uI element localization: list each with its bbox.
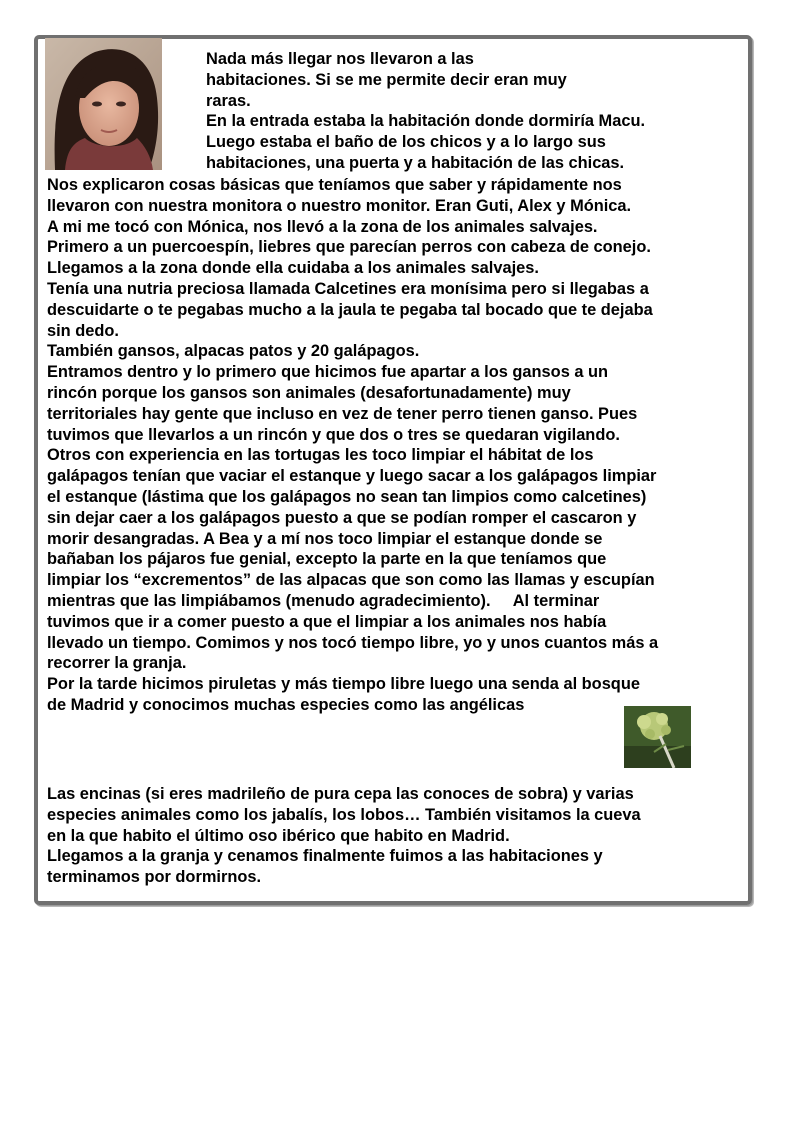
text-line: en la que habito el último oso ibérico que habito en Madrid. [47, 826, 510, 845]
text-line: Luego estaba el baño de los chicos y a lo largo sus [206, 133, 606, 152]
text-line: Por la tarde hicimos piruletas y más tiempo libre luego una senda al bosque [47, 675, 640, 694]
text-line: Primero a un puercoespín, liebres que parecían perros con cabeza de conejo. [47, 238, 651, 257]
text-line: Llegamos a la zona donde ella cuidaba a los animales salvajes. [47, 259, 539, 278]
text-line: terminamos por dormirnos. [47, 868, 262, 887]
text-line: Nada más llegar nos llevaron a las [206, 50, 474, 68]
text-line: tuvimos que ir a comer puesto a que el limpiar a los animales nos había [47, 612, 607, 631]
text-line: raras. [206, 91, 251, 110]
text-line: Entramos dentro y lo primero que hicimos fue apartar a los gansos a un [47, 363, 609, 382]
text-line: En la entrada estaba la habitación donde dormiría Macu. [206, 112, 646, 131]
text-line: especies animales como los jabalís, los lobos… También visitamos la cueva [47, 805, 641, 824]
text-line: tuvimos que llevarlos a un rincón y que dos o tres se quedaran vigilando. [47, 425, 620, 444]
text-line: sin dedo. [47, 321, 119, 340]
text-line: descuidarte o te pegabas mucho a la jaula te pegaba tal bocado que te dejaba [47, 300, 653, 319]
text-line: habitaciones, una puerta y a habitación de las chicas. [206, 153, 625, 172]
closing-paragraph [47, 784, 641, 888]
author-photo [45, 38, 162, 170]
text-line: rincón porque los gansos son animales (desafortunadamente) muy [47, 383, 571, 402]
body-paragraph [47, 175, 658, 716]
text-line: mientras que las limpiábamos (menudo agradecimiento). Al terminar [47, 591, 600, 610]
text-line: llevaron con nuestra monitora o nuestro monitor. Eran Guti, Alex y Mónica. [47, 196, 632, 215]
text-line: morir desangradas. A Bea y a mí nos toco limpiar el estanque donde se [47, 529, 603, 548]
text-line: Otros con experiencia en las tortugas les toco limpiar el hábitat de los [47, 446, 594, 465]
text-line: galápagos tenían que vaciar el estanque y luego sacar a los galápagos limpiar [47, 467, 657, 486]
text-line: Las encinas (si eres madrileño de pura cepa las conoces de sobra) y varias [47, 785, 634, 803]
text-line: habitaciones. Si se me permite decir eran muy [206, 70, 567, 89]
text-line: A mi me tocó con Mónica, nos llevó a la zona de los animales salvajes. [47, 217, 598, 236]
text-line: Nos explicaron cosas básicas que teníamos que saber y rápidamente nos [47, 176, 622, 194]
text-line: llevado un tiempo. Comimos y nos tocó tiempo libre, yo y unos cuantos más a [47, 633, 659, 652]
text-line: territoriales hay gente que incluso en vez de tener perro tienen ganso. Pues [47, 404, 638, 423]
text-line: Llegamos a la granja y cenamos finalmente fuimos a las habitaciones y [47, 847, 603, 866]
text-line: el estanque (lástima que los galápagos no sean tan limpios como calcetines) [47, 487, 647, 506]
text-line: También gansos, alpacas patos y 20 galápagos. [47, 342, 420, 361]
text-line: Tenía una nutria preciosa llamada Calcetines era monísima pero si llegabas a [47, 279, 649, 298]
text-line: bañaban los pájaros fue genial, excepto la parte en la que teníamos que [47, 550, 607, 569]
text-line: limpiar los “excrementos” de las alpacas que son como las llamas y escupían [47, 571, 655, 590]
intro-paragraph [206, 49, 645, 174]
text-line: recorrer la granja. [47, 654, 187, 673]
text-line: de Madrid y conocimos muchas especies como las angélicas [47, 695, 525, 714]
text-line: sin dejar caer a los galápagos puesto a que se podían romper el cascaron y [47, 508, 637, 527]
